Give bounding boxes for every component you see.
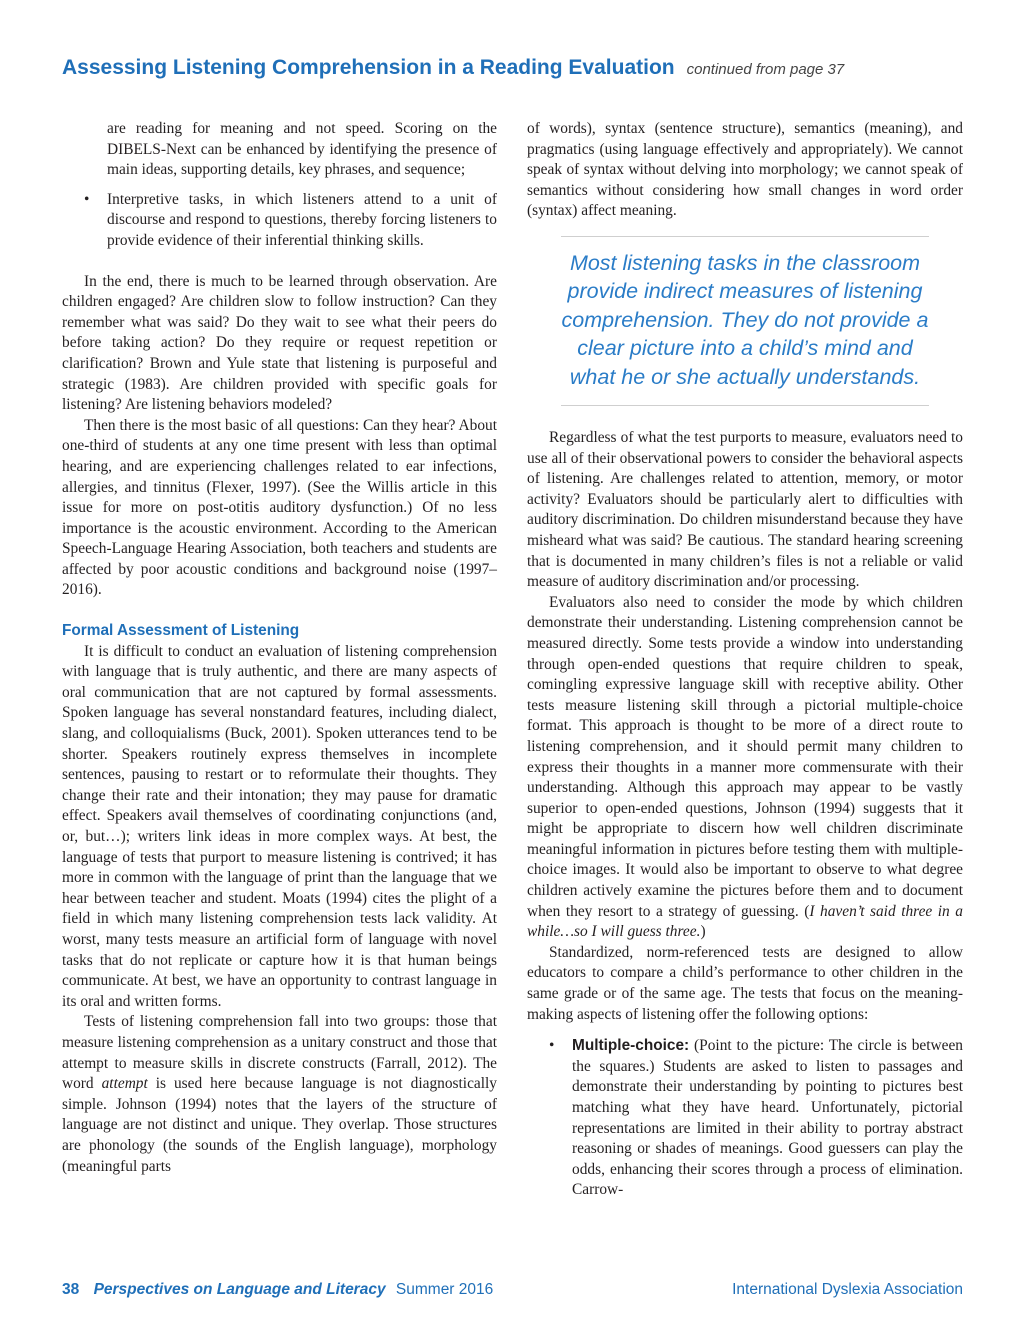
issue-label: Summer 2016 (395, 1281, 494, 1298)
paragraph-mode: Evaluators also need to consider the mode by which children demonstrate their understanding. Listening comprehension cannot be measured directly. Some tests provide a window into understanding through open-ended questions that require children to speak, comingling expressive language skill with receptive ability. Other tests measure listening skill through a pictorial multiple-choice format. This approach is thought to be more of a direct route to listening comprehension, and it should permit many children to express their thoughts in a manner more commensurate with their understanding. Although this approach may appear to be vastly superior to open-ended questions, Johnson (1994) suggests that it might be appropriate to discern how well children discriminate meaningful information in pictures before testing them with multiple-choice images. It would also be important to observe to what degree children actively examine the pictures before them and to document when they resort to a strategy of guessing. (I haven’t said three in a while…so I will guess three.) (527, 593, 963, 941)
page-number: 38 (62, 1281, 80, 1298)
paragraph-standardized: Standardized, norm-referenced tests are designed to allow educators to compare a child’s performance to other children in the same grade or of the same age. The tests that focus on the meaning-making aspects of listening offer the following options: (527, 943, 963, 1023)
paragraph-hearing: Then there is the most basic of all questions: Can they hear? About one-third of students at any one time present with less than optimal hearing, and are experiencing challenges related to ear infections, allergies, and tinnitus (Flexer, 1997). (See the Willis article in this issue for more on post-otitis auditory dysfunction.) Of no less importance is the acoustic environment. According to the American Speech-Language Hearing Association, both teachers and students are affected by poor acoustic conditions and background noise (1997–2016). (62, 416, 497, 599)
journal-name: Perspectives on Language and Literacy (93, 1281, 386, 1298)
page-header (62, 56, 844, 80)
pull-quote (561, 236, 929, 406)
paragraph-formal-assessment: It is difficult to conduct an evaluation of listening comprehension with language that is truly authentic, and there are many aspects of oral communication that are not captured by formal assessments. Spoken language has several nonstandard features, including dialect, slang, and colloquialisms (Buck, 2001). Spoken utterances tend to be shorter. Speakers routinely express themselves in incomplete sentences, pausing to restart or to reformulate their thoughts. They change their rate and their intonation; they may pause for dramatic effect. Speakers avail themselves of coordinating conjunctions (and, or, but…); writers link ideas in more complex ways. At best, the language of tests that purport to measure listening is contrived; it has more in common with the language of print than the language that we hear between teacher and student. Moats (1994) cites the plight of a field in which many listening comprehension tests lack validity. At worst, many tests measure an artificial form of language with novel tasks that do not replicate or capture how it is that human beings communicate. At best, we have an opportunity to contrast language in its oral and written forms. (62, 642, 497, 1010)
paragraph-observation: In the end, there is much to be learned through observation. Are children engaged? Are children slow to follow instruction? Can they remember what was said? Do they wait to see what their peers do before taking action? Do they require or request repetition or clarification? Brown and Yule state that listening is purposeful and strategic (1983). Are children provided with specific goals for listening? Are listening behaviors modeled? (62, 272, 497, 414)
paragraph-continued: are reading for meaning and not speed. Scoring on the DIBELS-Next can be enhanced by identifying the presence of main ideas, supporting details, key phrases, and sequence; (107, 120, 497, 179)
pull-quote-text: Most listening tasks in the classroom provide indirect measures of listening comprehension. They do not provide a clear picture into a child’s mind and what he or she actually understands. (561, 250, 929, 389)
bullet-label: Multiple-choice: (572, 1037, 690, 1055)
left-column (62, 119, 497, 1177)
bullet-dot: • (549, 1037, 555, 1055)
paragraph-tests: Tests of listening comprehension fall into two groups: those that measure listening comprehension as a unitary construct and those that attempt to measure skills in discrete constructs (Farrall, 2012). The word attempt is used here because language is not diagnostically simple. Johnson (1994) notes that the layers of the structure of language are not distinct and unique. They overlap. Those structures are phonology (the sounds of the English language), morphology (meaningful parts (62, 1013, 497, 1175)
bullet-multiple-choice (527, 1036, 963, 1201)
right-column (527, 119, 963, 1201)
article-title: Assessing Listening Comprehension in a Reading Evaluation (62, 56, 675, 79)
bullet-interpretive (62, 190, 497, 252)
continued-note: continued from page 37 (686, 61, 845, 78)
bullet-text: Interpretive tasks, in which listeners attend to a unit of discourse and respond to questions, thereby forcing listeners to provide evidence of their inferential thinking skills. (107, 190, 497, 249)
bullet-text: (Point to the picture: The circle is between the squares.) Students are asked to listen to passages and demonstrate their understanding by pointing to pictures best matching what they have heard. Unfortunately, pictorial representations are limited in their ability to portray abstract reasoning or shades of meanings. Good guessers can play the odds, enhancing their scores through a process of elimination. Carrow- (572, 1037, 963, 1199)
emphasis-attempt: attempt (101, 1075, 148, 1093)
paragraph-continued-right: of words), syntax (sentence structure), semantics (meaning), and pragmatics (using language effectively and appropriately). We cannot speak of syntax without delving into morphology; we cannot speak of semantics without considering how small changes in word order (syntax) affect meaning. (527, 120, 963, 220)
paragraph-regardless: Regardless of what the test purports to measure, evaluators need to use all of their observational powers to consider the behavioral aspects of listening. Are challenges related to attention, memory, or motor activity? Evaluators should be particularly alert to difficulties with auditory discrimination. Do children misunderstand because they have misheard what was said? Be cautious. The standard hearing screening that is documented in many children’s files is not a reliable or valid measure of auditory discrimination and/or processing. (527, 429, 963, 591)
section-heading: Formal Assessment of Listening (62, 622, 300, 640)
footer-left (62, 1281, 493, 1299)
footer-organization: International Dyslexia Association (732, 1281, 963, 1298)
emphasis-guess: I haven’t said three in a while…so I will guess three. (527, 902, 963, 941)
bullet-dot: • (84, 190, 90, 208)
